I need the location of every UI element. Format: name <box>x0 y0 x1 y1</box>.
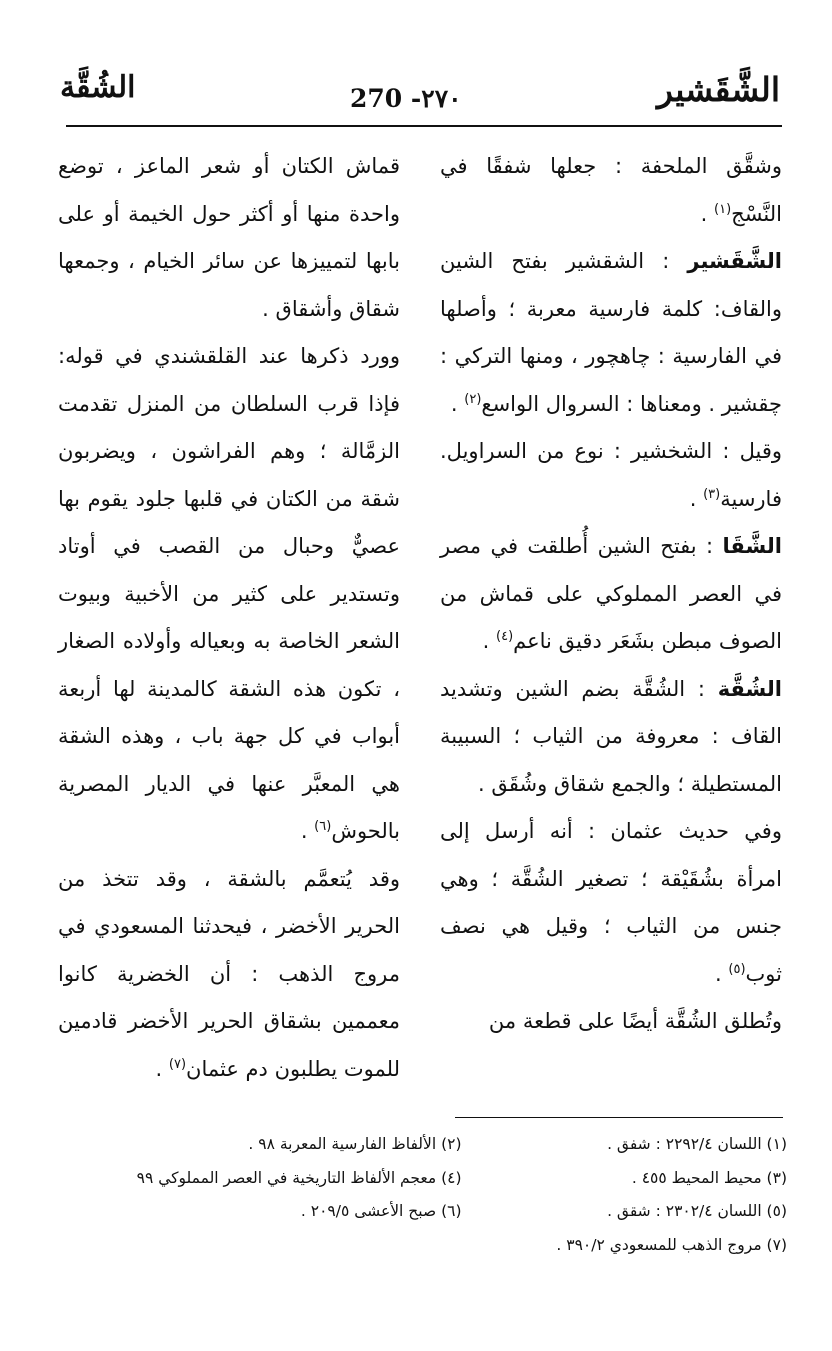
paragraph-text: قماش الكتان أو شعر الماعز ، توضع واحدة منها أو أكثر حول الخيمة أو على بابها لتمييزها عن سائر الخيام ، وجمعها شقاق وأشقاق . <box>58 154 400 321</box>
header-rule <box>66 125 782 127</box>
paragraph <box>58 143 400 333</box>
footnote: (٦) صبح الأعشى ٢٠٩/٥ . <box>300 1202 462 1220</box>
footnote: (٣) محيط المحيط ٤٥٥ . <box>631 1168 787 1187</box>
footnote: (٧) مروج الذهب للمسعودي ٣٩٠/٢ . <box>556 1235 787 1254</box>
paragraph-text: : بفتح الشين أُطلقت في مصر في العصر المملوكي على قماش من الصوف مبطن بشَعَر دقيق ناعم <box>440 534 782 653</box>
paragraph-text: وتُطلق الشُقَّة أيضًا على قطعة من <box>488 1009 782 1033</box>
footnote: (٢) الألفاظ الفارسية المعربة ٩٨ . <box>248 1135 462 1153</box>
paragraph <box>440 808 782 998</box>
footnote: (٥) اللسان ٢٣٠٢/٤ : شقق . <box>607 1202 787 1220</box>
page-number: 270 -٢٧٠ <box>350 84 462 113</box>
entry-shaqashir <box>440 238 782 428</box>
page-header <box>60 62 780 122</box>
entry-shaqa <box>440 523 782 666</box>
paragraph-end: . <box>689 486 704 511</box>
footnote-row <box>67 1162 787 1196</box>
paragraph-text: وشقَّق الملحفة : جعلها شفقًا في النَّسْج <box>440 154 782 226</box>
paragraph-text: : الشقشير بفتح الشين والقاف: كلمة فارسية معربة ؛ وأصلها في الفارسية : چاهچور ، ومنها التركي : چقشير . ومعناها : السروال الواسع <box>440 249 782 416</box>
paragraph-end: . <box>700 201 714 226</box>
footnote-ref: (٥) <box>728 961 746 977</box>
header-entry-right: الشَّقَشير <box>657 70 780 109</box>
paragraph-text: : الشُقَّة بضم الشين وتشديد القاف : معروفة من الثياب ؛ السبيبة المستطيلة ؛ والجمع شقاق وشُقَق . <box>440 676 782 796</box>
entry-term: الشَّقَشير <box>687 249 782 273</box>
entry-shuqqa <box>440 666 782 809</box>
footnote-row <box>67 1128 787 1162</box>
paragraph-end: . <box>300 819 315 843</box>
paragraph-text: وفي حديث عثمان : أنه أرسل إلى امرأة بشُقَيْقة ؛ تصغير الشُقَّة ؛ وهي جنس من الثياب ؛ وقيل هي نصف ثوب <box>440 819 782 986</box>
footnote: (٤) معجم الألفاظ التاريخية في العصر المملوكي ٩٩ <box>136 1168 462 1187</box>
paragraph-end: . <box>715 961 729 986</box>
paragraph-end: . <box>450 391 465 416</box>
footnote-ref: (٣) <box>703 486 721 502</box>
paragraph <box>58 333 400 856</box>
paragraph <box>440 998 782 1046</box>
footnote-ref: (٦) <box>314 819 332 834</box>
footnote-ref: (٧) <box>168 1056 187 1072</box>
header-entry-left: الشُقَّة <box>60 70 136 105</box>
paragraph-end: . <box>155 1056 169 1081</box>
footnote-row <box>67 1229 787 1263</box>
footnote: (١) اللسان ٢٢٩٢/٤ : شفق . <box>607 1135 787 1153</box>
footnote-ref: (٢) <box>464 391 482 407</box>
left-column <box>58 143 400 1093</box>
footnotes <box>67 1128 787 1262</box>
paragraph-end: . <box>482 629 496 653</box>
footnote-row <box>67 1195 787 1229</box>
paragraph <box>58 856 400 1094</box>
paragraph-text: وورد ذكرها عند القلقشندي في قوله: فإذا قرب السلطان من المنزل تقدمت الزمَّالة ؛ وهم الفراشون ، ويضربون شقة من الكتان في قلبها جلود يقوم بها عصيٌّ وحبال من القصب في أوتاد وتستدير على كثير من الأخبية وبيوت الشعر الخاصة به وبعياله وأولاده الصغار ، تكون هذه الشقة كالمدينة لها أربعة أبواب في كل جهة باب ، وهذه الشقة هي المعبَّر عنها في الديار المصرية بالحوش <box>58 344 400 843</box>
footnote-ref: (٤) <box>496 629 514 644</box>
footnote-ref: (١) <box>714 201 732 217</box>
entry-term: الشَّقَا <box>722 534 782 558</box>
right-column <box>440 143 782 1046</box>
paragraph <box>440 143 782 238</box>
paragraph-text: وقيل : الشخشير : نوع من السراويل. فارسية <box>440 439 782 511</box>
footnote-rule <box>455 1117 783 1118</box>
paragraph-text: وقد يُتعمَّم بالشقة ، وقد تتخذ من الحرير الأخضر ، فيحدثنا المسعودي في مروج الذهب : أن الخضرية كانوا معممين بشقاق الحرير الأخضر قادمين للموت يطلبون دم عثمان <box>58 866 400 1081</box>
paragraph <box>440 428 782 523</box>
entry-term: الشُقَّة <box>717 676 782 701</box>
